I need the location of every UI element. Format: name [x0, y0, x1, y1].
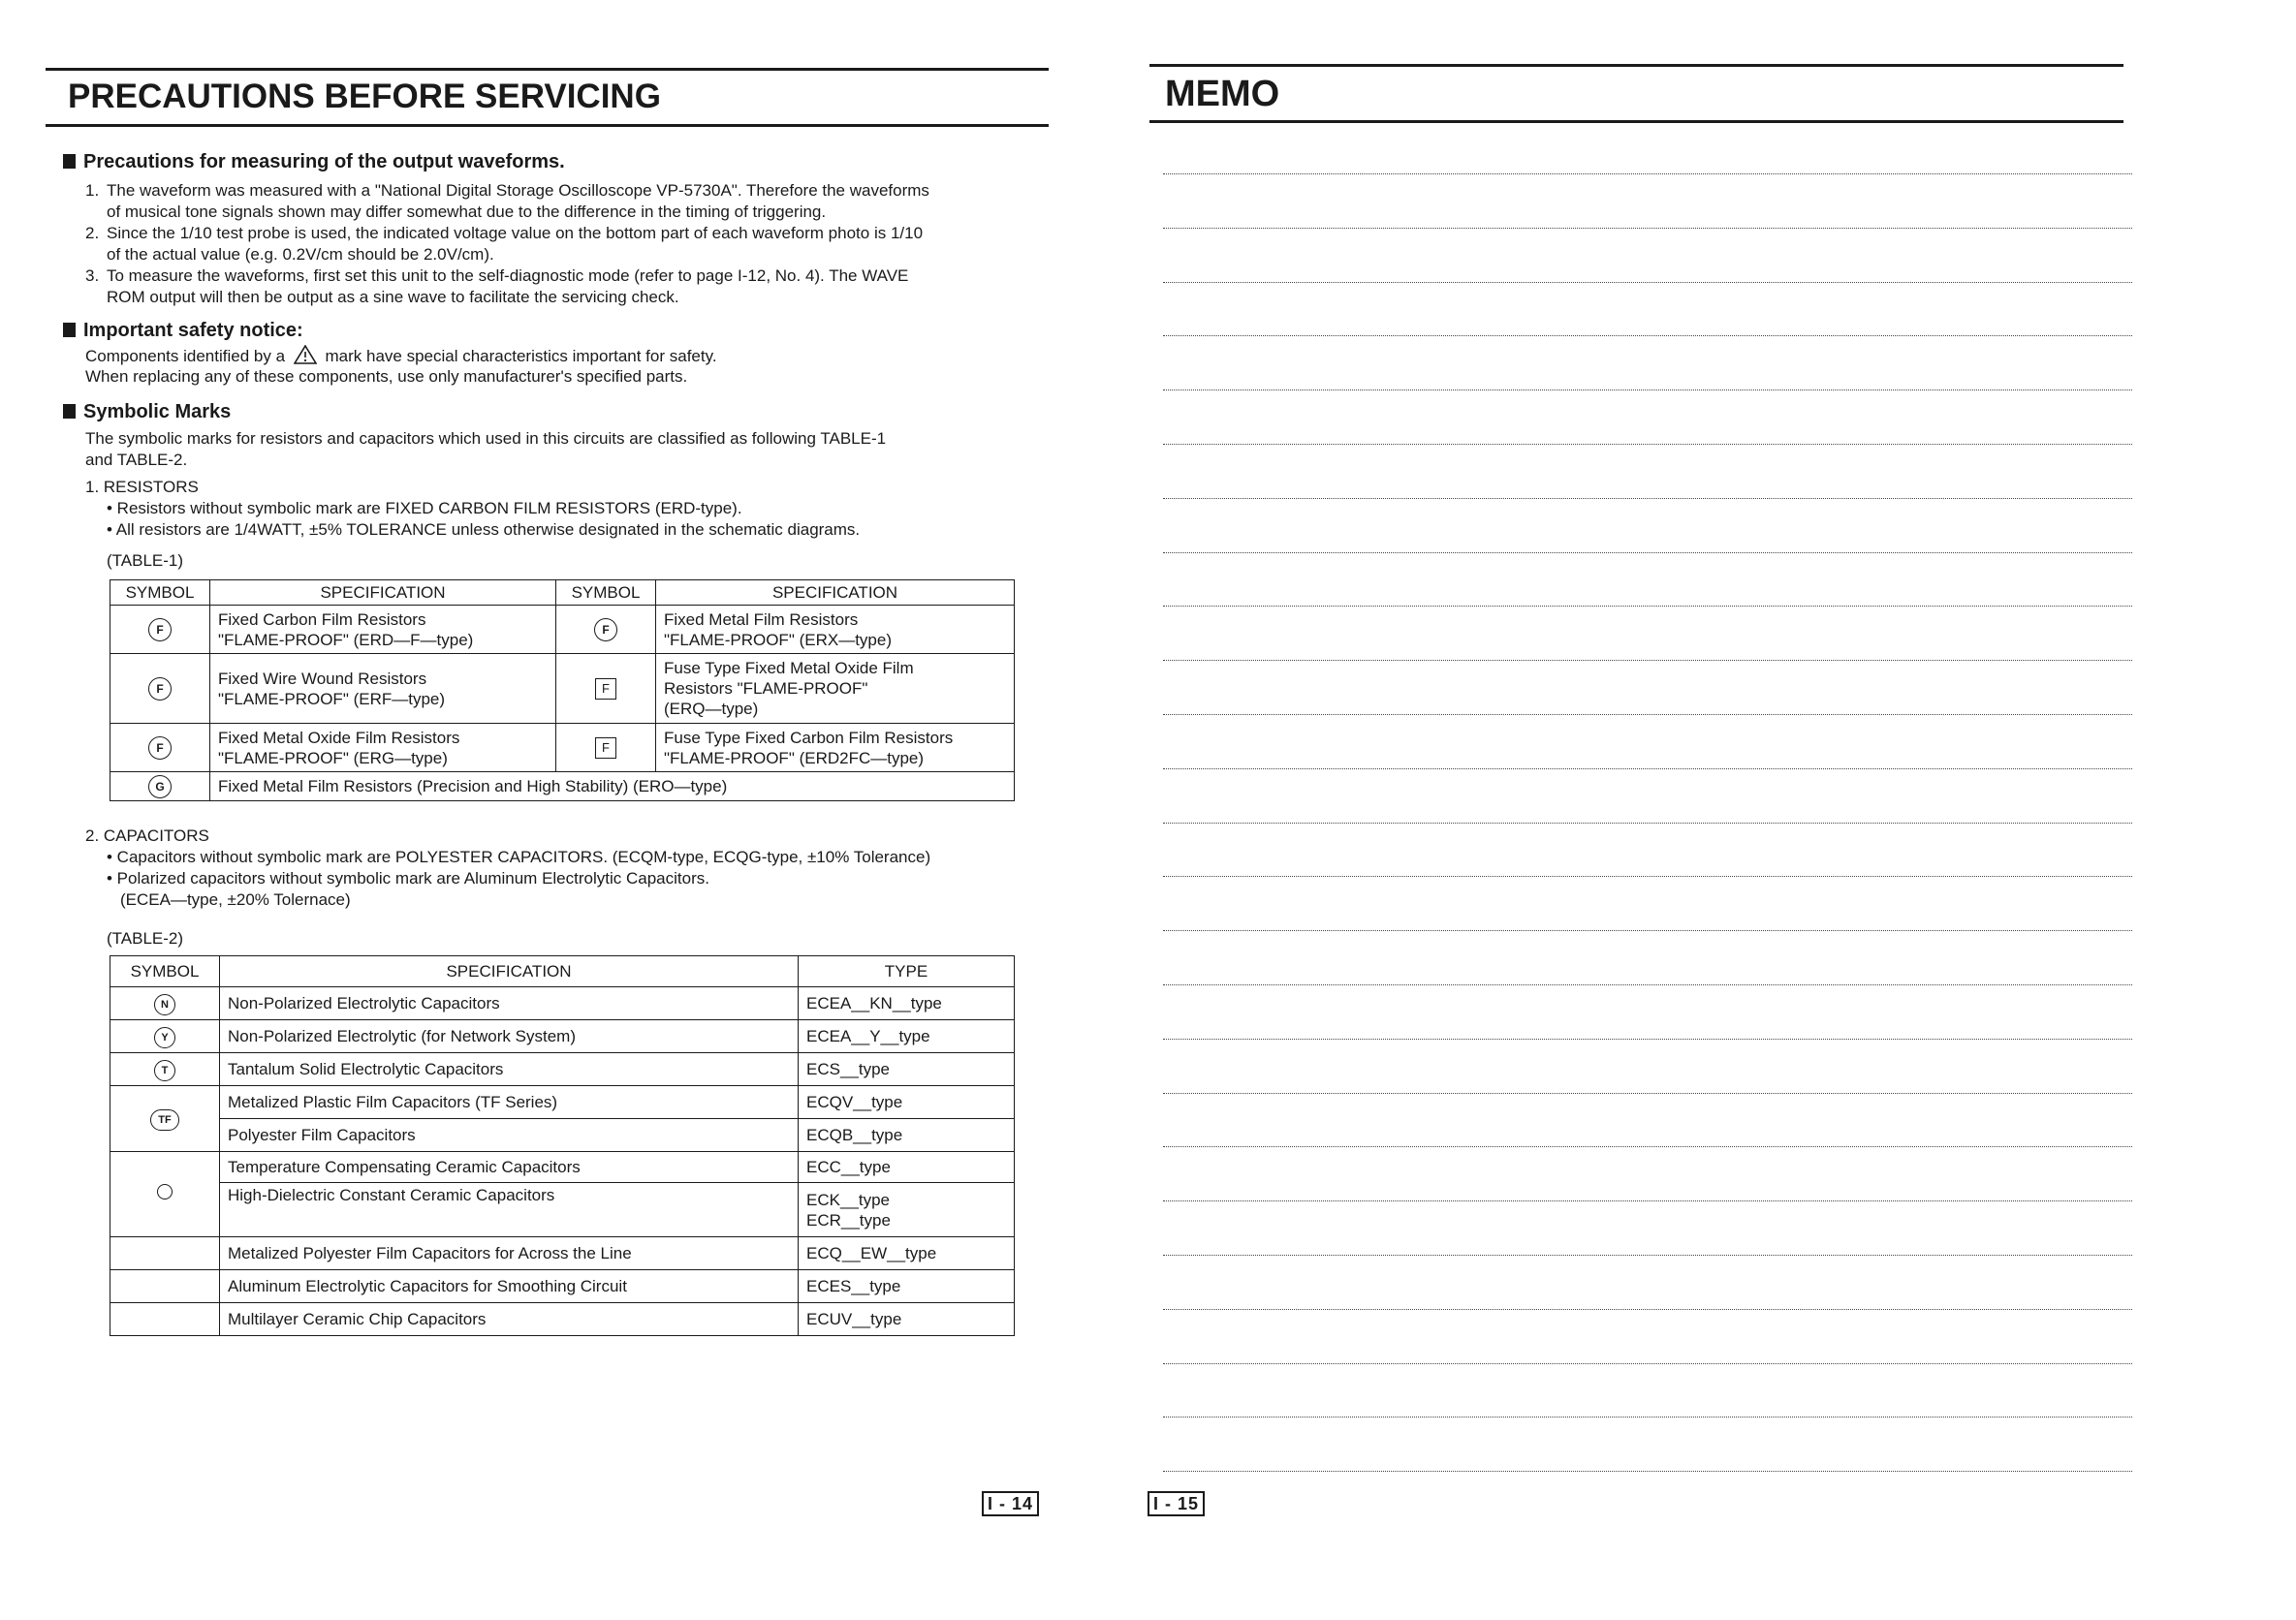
memo-line [1163, 282, 2132, 283]
spec-cell: Non-Polarized Electrolytic (for Network System) [220, 1020, 799, 1053]
spec-cell: Aluminum Electrolytic Capacitors for Smoothing Circuit [220, 1270, 799, 1303]
symbol-cell [556, 724, 656, 772]
capacitors-bullet: (ECEA—type, ±20% Tolernace) [120, 890, 351, 909]
type-cell: ECQ__EW__type [799, 1237, 1015, 1270]
spec-line: Fixed Metal Film Resistors [664, 609, 859, 629]
table-row [110, 987, 1015, 1020]
memo-line [1163, 1417, 2132, 1418]
table-row [110, 606, 1015, 654]
left-page [0, 0, 1066, 1620]
memo-line [1163, 1093, 2132, 1094]
memo-line [1163, 1363, 2132, 1364]
symbol-cell [110, 606, 210, 654]
spec-line: Fixed Metal Oxide Film Resistors [218, 728, 460, 747]
header-symbol: SYMBOL [110, 956, 220, 987]
item-number: 1. [85, 181, 100, 200]
circled-f-icon: F [148, 736, 172, 760]
header-type: TYPE [799, 956, 1015, 987]
type-cell: ECQB__type [799, 1119, 1015, 1152]
spec-line: "FLAME-PROOF" (ERD—F—type) [218, 630, 474, 649]
capacitors-bullet: • Capacitors without symbolic mark are POLYESTER CAPACITORS. (ECQM-type, ECQG-type, ±10% Tolerance) [107, 848, 931, 866]
title-bottom-rule [1149, 120, 2123, 123]
circled-y-icon: Y [154, 1027, 175, 1048]
memo-line [1163, 984, 2132, 985]
bullet-square-icon [63, 404, 76, 419]
symbol-cell [110, 987, 220, 1020]
memo-line [1163, 444, 2132, 445]
symbol-cell [110, 654, 210, 724]
table-2-label: (TABLE-2) [107, 929, 184, 948]
table-row [110, 1053, 1015, 1086]
item-text: of musical tone signals shown may differ somewhat due to the difference in the timing of triggering. [107, 202, 827, 221]
table-1-label: (TABLE-1) [107, 551, 184, 570]
capacitors-label: 2. CAPACITORS [85, 826, 209, 845]
spec-line: "FLAME-PROOF" (ERG—type) [218, 748, 448, 767]
table-header-row [110, 956, 1015, 987]
circled-n-icon: N [154, 994, 175, 1015]
header-specification: SPECIFICATION [210, 580, 556, 606]
symbol-cell [556, 606, 656, 654]
type-line: ECR__type [806, 1210, 891, 1230]
circled-g-icon: G [148, 775, 172, 798]
memo-line [1163, 1200, 2132, 1201]
symbol-cell [110, 1303, 220, 1336]
spec-line: Fuse Type Fixed Metal Oxide Film [664, 659, 914, 677]
item-text: ROM output will then be output as a sine wave to facilitate the servicing check. [107, 288, 679, 306]
type-cell: ECC__type [799, 1152, 1015, 1183]
section-heading-safety [63, 320, 303, 342]
section-heading-symbolic-marks [63, 401, 231, 423]
type-cell: ECEA__Y__type [799, 1020, 1015, 1053]
table-row [110, 1183, 1015, 1237]
circled-tf-icon: TF [150, 1109, 179, 1131]
title-bottom-rule [46, 124, 1049, 127]
table-row [110, 1237, 1015, 1270]
table-row [110, 1119, 1015, 1152]
page-number: I - 14 [982, 1491, 1039, 1516]
memo-line [1163, 930, 2132, 931]
type-cell: ECES__type [799, 1270, 1015, 1303]
type-cell [799, 1183, 1015, 1237]
title-top-rule [1149, 64, 2123, 67]
circled-t-icon: T [154, 1060, 175, 1081]
symbol-cell [110, 724, 210, 772]
memo-line [1163, 1255, 2132, 1256]
table-row [110, 772, 1015, 801]
memo-line [1163, 606, 2132, 607]
memo-line [1163, 823, 2132, 824]
type-line: ECK__type [806, 1190, 890, 1209]
table-row [110, 1270, 1015, 1303]
circled-f-icon: F [148, 677, 172, 701]
spec-cell [656, 606, 1015, 654]
spec-cell: Polyester Film Capacitors [220, 1119, 799, 1152]
spec-cell: Multilayer Ceramic Chip Capacitors [220, 1303, 799, 1336]
circled-f-icon: F [594, 618, 617, 641]
symbolic-intro: The symbolic marks for resistors and capacitors which used in this circuits are classified as following TABLE-1 [85, 429, 887, 448]
header-symbol: SYMBOL [556, 580, 656, 606]
memo-line [1163, 498, 2132, 499]
item-text: The waveform was measured with a "National Digital Storage Oscilloscope VP-5730A". Therefore the waveforms [107, 181, 929, 200]
spec-line: Fixed Carbon Film Resistors [218, 609, 426, 629]
table-row [110, 1020, 1015, 1053]
section-heading-waveforms [63, 151, 565, 173]
item-text: To measure the waveforms, first set this unit to the self-diagnostic mode (refer to page I-12, No. 4). The WAVE [107, 266, 909, 285]
right-page [1144, 0, 2296, 1620]
spec-cell [656, 654, 1015, 724]
title-top-rule [46, 68, 1049, 71]
memo-line [1163, 876, 2132, 877]
symbolic-intro: and TABLE-2. [85, 451, 188, 469]
boxed-f-icon: F [595, 678, 616, 700]
memo-line [1163, 1309, 2132, 1310]
item-text: Since the 1/10 test probe is used, the indicated voltage value on the bottom part of each waveform photo is 1/10 [107, 224, 924, 242]
spec-cell: Tantalum Solid Electrolytic Capacitors [220, 1053, 799, 1086]
symbol-cell [110, 1020, 220, 1053]
symbol-cell [110, 1053, 220, 1086]
spec-cell [210, 654, 556, 724]
resistors-label: 1. RESISTORS [85, 478, 199, 496]
resistors-bullet: • All resistors are 1/4WATT, ±5% TOLERANCE unless otherwise designated in the schematic diagrams. [107, 520, 861, 539]
header-symbol: SYMBOL [110, 580, 210, 606]
circle-icon [157, 1184, 173, 1199]
spec-line: (ERQ—type) [664, 700, 759, 718]
resistors-bullet: • Resistors without symbolic mark are FIXED CARBON FILM RESISTORS (ERD-type). [107, 499, 742, 517]
boxed-f-icon: F [595, 737, 616, 759]
safety-text: mark have special characteristics important for safety. [325, 347, 717, 365]
page-title: PRECAUTIONS BEFORE SERVICING [68, 78, 661, 115]
type-cell: ECEA__KN__type [799, 987, 1015, 1020]
table-header-row [110, 580, 1015, 606]
table-row [110, 1086, 1015, 1119]
resistor-table [110, 579, 1015, 801]
memo-line [1163, 714, 2132, 715]
table-row [110, 654, 1015, 724]
memo-line [1163, 389, 2132, 390]
spec-line: Resistors "FLAME-PROOF" [664, 679, 868, 698]
spec-cell: Metalized Plastic Film Capacitors (TF Series) [220, 1086, 799, 1119]
memo-line [1163, 552, 2132, 553]
item-number: 2. [85, 224, 100, 242]
spec-cell: Metalized Polyester Film Capacitors for Across the Line [220, 1237, 799, 1270]
spec-cell [656, 724, 1015, 772]
spec-cell: Non-Polarized Electrolytic Capacitors [220, 987, 799, 1020]
spec-cell [210, 606, 556, 654]
memo-line [1163, 1471, 2132, 1472]
safety-text: Components identified by a [85, 347, 286, 365]
memo-line [1163, 173, 2132, 174]
memo-line [1163, 228, 2132, 229]
symbol-cell [110, 1270, 220, 1303]
type-cell: ECUV__type [799, 1303, 1015, 1336]
table-row [110, 1152, 1015, 1183]
capacitors-bullet: • Polarized capacitors without symbolic mark are Aluminum Electrolytic Capacitors. [107, 869, 709, 888]
capacitor-table [110, 955, 1015, 1336]
symbol-cell [110, 1237, 220, 1270]
spec-line: Fuse Type Fixed Carbon Film Resistors [664, 728, 954, 747]
memo-line [1163, 768, 2132, 769]
bullet-square-icon [63, 154, 76, 169]
type-cell: ECS__type [799, 1053, 1015, 1086]
spec-line: "FLAME-PROOF" (ERF—type) [218, 689, 446, 708]
section-heading-text: Important safety notice: [83, 320, 303, 341]
memo-title: MEMO [1165, 74, 1280, 114]
spec-cell [210, 724, 556, 772]
memo-line [1163, 660, 2132, 661]
section-heading-text: Symbolic Marks [83, 401, 232, 422]
symbol-cell [556, 654, 656, 724]
header-specification: SPECIFICATION [656, 580, 1015, 606]
safety-notice-line-2: When replacing any of these components, use only manufacturer's specified parts. [85, 367, 688, 386]
symbol-cell [110, 1152, 220, 1237]
symbol-cell [110, 1086, 220, 1152]
spec-cell: High-Dielectric Constant Ceramic Capacitors [220, 1183, 799, 1237]
item-text: of the actual value (e.g. 0.2V/cm should be 2.0V/cm). [107, 245, 494, 264]
symbol-cell [110, 772, 210, 801]
item-number: 3. [85, 266, 100, 285]
header-specification: SPECIFICATION [220, 956, 799, 987]
table-row [110, 724, 1015, 772]
spec-line: "FLAME-PROOF" (ERD2FC—type) [664, 748, 925, 767]
page-number: I - 15 [1148, 1491, 1205, 1516]
table-row [110, 1303, 1015, 1336]
memo-line [1163, 1146, 2132, 1147]
spec-cell: Fixed Metal Film Resistors (Precision and High Stability) (ERO—type) [210, 772, 1015, 801]
type-cell: ECQV__type [799, 1086, 1015, 1119]
bullet-square-icon [63, 323, 76, 337]
section-heading-text: Precautions for measuring of the output waveforms. [83, 151, 565, 172]
spec-line: Fixed Wire Wound Resistors [218, 669, 427, 688]
circled-f-icon: F [148, 618, 172, 641]
spec-cell: Temperature Compensating Ceramic Capacitors [220, 1152, 799, 1183]
memo-line [1163, 1039, 2132, 1040]
spec-line: "FLAME-PROOF" (ERX—type) [664, 630, 892, 649]
memo-line [1163, 335, 2132, 336]
